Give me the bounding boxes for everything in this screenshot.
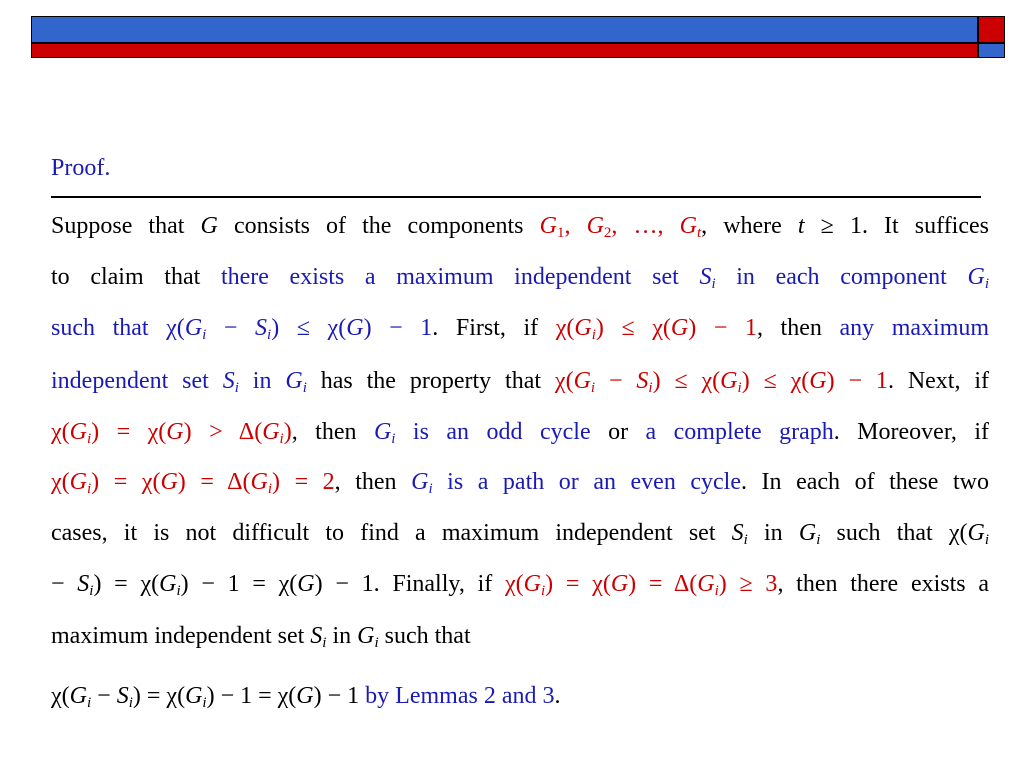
text-run: G bbox=[285, 368, 303, 394]
subscript: i bbox=[87, 431, 92, 447]
text-run: such that bbox=[378, 623, 471, 649]
text-run: in bbox=[238, 368, 286, 394]
text-run: G bbox=[297, 571, 315, 597]
text-run: , then there exists a bbox=[777, 571, 990, 597]
text-run: any maximum bbox=[839, 315, 990, 341]
subscript: i bbox=[87, 481, 92, 497]
text-run: G bbox=[166, 419, 184, 445]
text-run: ) − 1 = χ( bbox=[206, 683, 297, 709]
text-run: S bbox=[116, 683, 129, 709]
text-run: . Moreover, if bbox=[833, 419, 989, 445]
text-run: in bbox=[747, 520, 799, 546]
subscript: i bbox=[391, 431, 396, 447]
text-run: ) ≤ χ( bbox=[741, 368, 810, 394]
header-bar-blue bbox=[31, 16, 978, 43]
text-run: ≥ 1. It suffices bbox=[804, 213, 989, 239]
text-run: . Next, if bbox=[887, 368, 990, 394]
subscript: i bbox=[714, 583, 719, 599]
text-run: χ( bbox=[51, 419, 70, 445]
text-run: ) > Δ( bbox=[183, 419, 263, 445]
subscript: i bbox=[984, 276, 990, 292]
text-run: G bbox=[720, 368, 738, 394]
text-run: − bbox=[51, 571, 78, 597]
proof-line-3 bbox=[51, 312, 989, 344]
text-run: G bbox=[670, 315, 689, 341]
text-run: ) = Δ( bbox=[628, 571, 698, 597]
text-run: has the property that bbox=[306, 368, 555, 394]
text-run: in bbox=[326, 623, 358, 649]
subscript: i bbox=[176, 583, 181, 599]
subscript: i bbox=[279, 431, 284, 447]
text-run: ) = χ( bbox=[132, 683, 186, 709]
text-run: G bbox=[679, 213, 697, 239]
proof-line-8 bbox=[51, 568, 989, 600]
subscript: i bbox=[89, 583, 94, 599]
text-run: , …, bbox=[611, 213, 680, 239]
text-run: G bbox=[573, 368, 591, 394]
subscript: i bbox=[984, 532, 990, 548]
text-run: − bbox=[595, 368, 637, 394]
text-run: consists of the components bbox=[217, 213, 540, 239]
text-run: G bbox=[798, 520, 817, 546]
text-run: G bbox=[250, 469, 268, 495]
proof-heading: Proof. bbox=[51, 155, 111, 181]
text-run: ) = χ( bbox=[91, 469, 161, 495]
subscript: i bbox=[743, 532, 748, 548]
text-run: − bbox=[206, 315, 256, 341]
proof-line-5 bbox=[51, 416, 989, 448]
header-square-blue bbox=[978, 43, 1005, 58]
text-run: G bbox=[586, 213, 604, 239]
text-run: G bbox=[200, 213, 218, 239]
text-run: G bbox=[967, 520, 985, 546]
text-run: χ( bbox=[51, 469, 70, 495]
text-run: in each component bbox=[715, 264, 968, 290]
subscript: i bbox=[374, 635, 379, 651]
text-run: , then bbox=[291, 419, 374, 445]
subscript: i bbox=[128, 695, 133, 711]
text-run: such that χ( bbox=[51, 315, 185, 341]
text-run: G bbox=[160, 469, 178, 495]
proof-line-1 bbox=[51, 210, 989, 242]
subscript: i bbox=[234, 380, 239, 396]
text-run: is an odd cycle bbox=[395, 419, 591, 445]
text-run: G bbox=[411, 469, 429, 495]
text-run: ) − 1 bbox=[688, 315, 757, 341]
text-run: G bbox=[296, 683, 314, 709]
subscript: i bbox=[202, 327, 207, 343]
text-run: , bbox=[564, 213, 587, 239]
subscript: i bbox=[267, 327, 272, 343]
text-run: S bbox=[255, 315, 268, 341]
text-run: S bbox=[77, 571, 90, 597]
text-run: G bbox=[69, 683, 87, 709]
text-run: G bbox=[185, 683, 203, 709]
text-run: G bbox=[809, 368, 827, 394]
proof-line-7 bbox=[51, 517, 989, 549]
text-run: t bbox=[797, 213, 805, 239]
text-run: there exists a maximum independent set bbox=[220, 264, 700, 290]
text-run: G bbox=[574, 315, 592, 341]
subscript: i bbox=[590, 380, 596, 396]
proof-line-9 bbox=[51, 620, 989, 652]
text-run: ) ≤ χ( bbox=[652, 368, 721, 394]
text-run: G bbox=[539, 213, 557, 239]
text-run: ) − 1 bbox=[363, 315, 433, 341]
text-run: . bbox=[554, 683, 561, 709]
text-run: χ( bbox=[554, 368, 574, 394]
subscript: i bbox=[87, 695, 92, 711]
text-run: such that χ( bbox=[820, 520, 968, 546]
text-run: S bbox=[310, 623, 323, 649]
text-run: is a path or an even cycle bbox=[432, 469, 741, 495]
text-run: ) − 1 = χ( bbox=[180, 571, 298, 597]
text-run: G bbox=[610, 571, 629, 597]
text-run: S bbox=[636, 368, 649, 394]
text-run: G bbox=[159, 571, 177, 597]
text-run: − bbox=[91, 683, 117, 709]
header-bar-red bbox=[31, 43, 978, 58]
subscript: 1 bbox=[556, 225, 565, 241]
subscript: i bbox=[322, 635, 327, 651]
proof-line-6 bbox=[51, 466, 989, 498]
text-run: independent set bbox=[51, 368, 223, 394]
proof-line-2 bbox=[51, 261, 989, 293]
proof-line-10 bbox=[51, 680, 989, 712]
text-run: G bbox=[523, 571, 541, 597]
subscript: 2 bbox=[603, 225, 612, 241]
text-run: χ( bbox=[51, 683, 70, 709]
text-run: ) ≥ 3 bbox=[718, 571, 778, 597]
subscript: i bbox=[428, 481, 433, 497]
text-run: ) = χ( bbox=[91, 419, 167, 445]
text-run: S bbox=[222, 368, 235, 394]
subscript: i bbox=[267, 481, 273, 497]
text-run: cases, it is not difficult to find a maximum independent set bbox=[51, 520, 732, 546]
text-run: ) − 1 bbox=[313, 683, 366, 709]
text-run: G bbox=[262, 419, 280, 445]
text-run: to claim that bbox=[51, 264, 221, 290]
text-run: ) = Δ( bbox=[177, 469, 251, 495]
text-run: S bbox=[699, 264, 712, 290]
subscript: i bbox=[711, 276, 716, 292]
subscript: i bbox=[648, 380, 653, 396]
text-run: ) ≤ χ( bbox=[271, 315, 347, 341]
text-run: G bbox=[69, 469, 87, 495]
subscript: i bbox=[202, 695, 207, 711]
text-run: G bbox=[697, 571, 715, 597]
text-run: G bbox=[69, 419, 87, 445]
text-run: Suppose that bbox=[51, 213, 201, 239]
text-run: a complete graph bbox=[645, 419, 834, 445]
text-run: ) = 2 bbox=[272, 469, 335, 495]
subscript: t bbox=[696, 225, 702, 241]
subscript: i bbox=[302, 380, 307, 396]
text-run: S bbox=[731, 520, 744, 546]
text-run: G bbox=[184, 315, 203, 341]
text-run: or bbox=[590, 419, 646, 445]
text-run: ) ≤ χ( bbox=[595, 315, 671, 341]
text-run: G bbox=[346, 315, 364, 341]
subscript: i bbox=[737, 380, 742, 396]
subscript: i bbox=[540, 583, 546, 599]
text-run: χ( bbox=[504, 571, 524, 597]
subscript: i bbox=[816, 532, 821, 548]
text-run: ) − 1 bbox=[826, 368, 888, 394]
text-run: . First, if bbox=[432, 315, 556, 341]
text-run: ) bbox=[283, 419, 292, 445]
text-run: G bbox=[967, 264, 985, 290]
text-run: by Lemmas 2 and 3 bbox=[365, 683, 555, 709]
text-run: χ( bbox=[555, 315, 575, 341]
text-run: , then bbox=[334, 469, 412, 495]
text-run: , then bbox=[756, 315, 840, 341]
text-run: ) − 1. Finally, if bbox=[314, 571, 505, 597]
subscript: i bbox=[591, 327, 596, 343]
text-run: . In each of these two bbox=[741, 469, 989, 495]
heading-rule bbox=[51, 196, 981, 198]
text-run: G bbox=[357, 623, 375, 649]
text-run: ) = χ( bbox=[93, 571, 160, 597]
text-run: , where bbox=[701, 213, 798, 239]
proof-line-4 bbox=[51, 365, 989, 397]
text-run: maximum independent set bbox=[51, 623, 311, 649]
header-square-red bbox=[978, 16, 1005, 43]
text-run: G bbox=[373, 419, 392, 445]
text-run: ) = χ( bbox=[545, 571, 611, 597]
